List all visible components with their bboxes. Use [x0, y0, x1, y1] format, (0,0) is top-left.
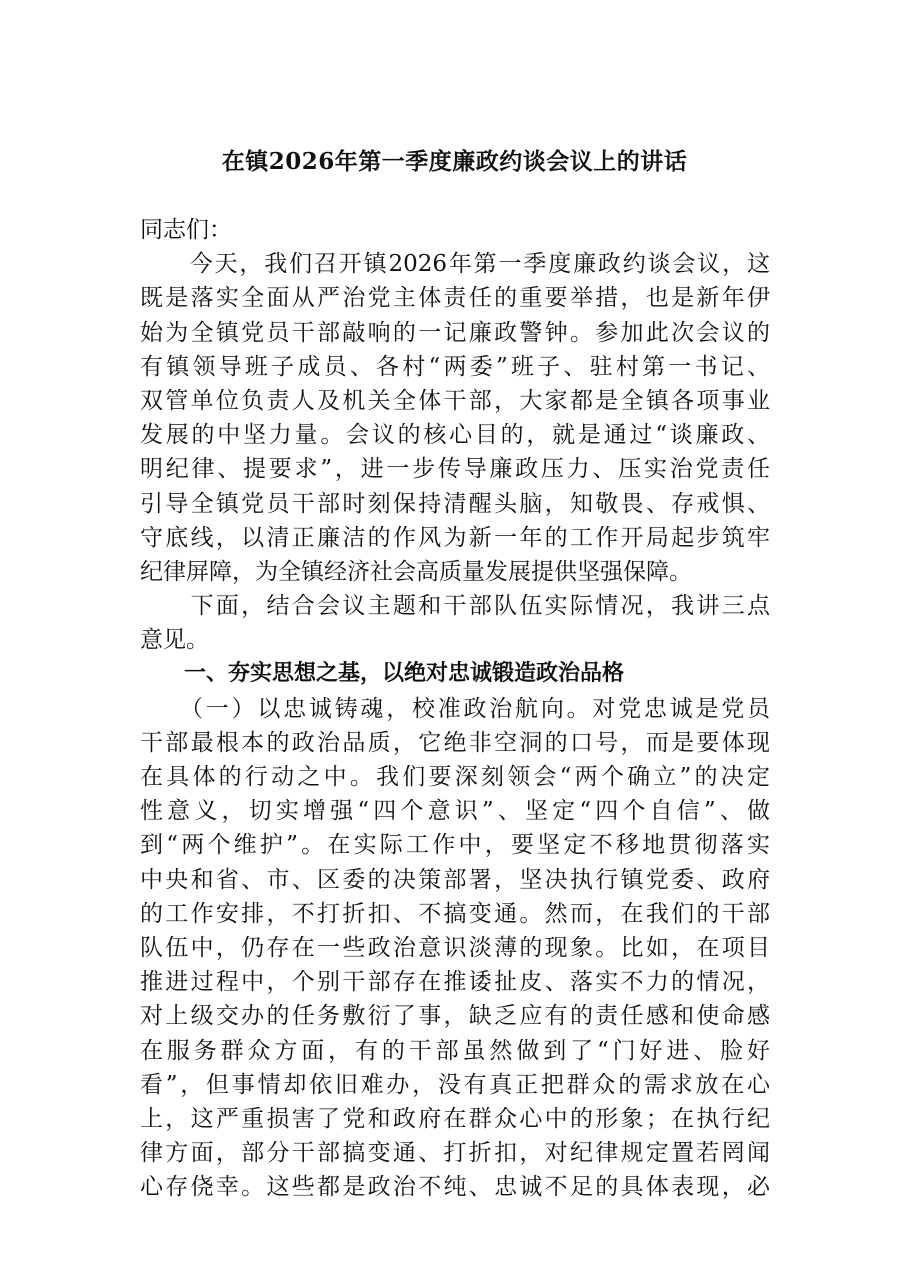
paragraph-line: 推进过程中，个别干部存在推诿扯皮、落实不力的情况，: [140, 969, 770, 996]
paragraph-line: 律方面，部分干部搞变通、打折扣，对纪律规定置若罔闻: [140, 1140, 770, 1167]
paragraph-line: 队伍中，仍存在一些政治意识淡薄的现象。比如，在项目: [140, 934, 770, 961]
paragraph-line: 有镇领导班子成员、各村“两委”班子、驻村第一书记、: [140, 353, 770, 380]
document-body: [140, 213, 770, 1204]
paragraph-line: 对上级交办的任务敷衍了事，缺乏应有的责任感和使命感: [140, 1003, 770, 1030]
paragraph-line: 双管单位负责人及机关全体干部，大家都是全镇各项事业: [140, 387, 770, 414]
paragraph-line: 下面，结合会议主题和干部队伍实际情况，我讲三点: [140, 593, 770, 620]
document-title: 在镇2026年第一季度廉政约谈会议上的讲话: [221, 148, 688, 175]
paragraph-line: 既是落实全面从严治党主体责任的重要举措，也是新年伊: [140, 285, 770, 312]
paragraph-line: （一）以忠诚铸魂，校准政治航向。对党忠诚是党员: [140, 695, 770, 722]
paragraph-line: 上，这严重损害了党和政府在群众心中的形象；在执行纪: [140, 1105, 770, 1132]
paragraph-line: 在具体的行动之中。我们要深刻领会“两个确立”的决定: [140, 764, 770, 790]
paragraph-line: 始为全镇党员干部敲响的一记廉政警钟。参加此次会议的: [140, 319, 770, 346]
paragraph-line: 看”，但事情却依旧难办，没有真正把群众的需求放在心: [140, 1071, 770, 1098]
paragraph-line: 心存侥幸。这些都是政治不纯、忠诚不足的具体表现，必: [140, 1174, 770, 1201]
paragraph-line: 的工作安排，不打折扣、不搞变通。然而，在我们的干部: [140, 900, 770, 927]
paragraph-line: 发展的中坚力量。会议的核心目的，就是通过“谈廉政、: [140, 422, 770, 449]
paragraph-line: 明纪律、提要求”，进一步传导廉政压力、压实治党责任: [140, 456, 770, 483]
paragraph-line: 引导全镇党员干部时刻保持清醒头脑，知敬畏、存戒惧、: [140, 490, 770, 517]
section-heading: 一、夯实思想之基，以绝对忠诚锻造政治品格: [140, 661, 625, 687]
paragraph-line: 性意义，切实增强“四个意识”、坚定“四个自信”、做: [140, 798, 770, 825]
paragraph-line: 纪律屏障，为全镇经济社会高质量发展提供坚强保障。: [140, 558, 692, 585]
paragraph-line: 到“两个维护”。在实际工作中，要坚定不移地贯彻落实: [140, 832, 770, 859]
salutation: 同志们：: [140, 217, 232, 243]
paragraph-line: 干部最根本的政治品质，它绝非空洞的口号，而是要体现: [140, 729, 770, 756]
paragraph-line: 中央和省、市、区委的决策部署，坚决执行镇党委、政府: [140, 866, 770, 893]
paragraph-line: 意见。: [140, 627, 209, 654]
paragraph-line: 在服务群众方面，有的干部虽然做到了“门好进、脸好: [140, 1037, 770, 1064]
paragraph-line: 守底线，以清正廉洁的作风为新一年的工作开局起步筑牢: [140, 524, 770, 551]
paragraph-line: 今天，我们召开镇2026年第一季度廉政约谈会议，这: [140, 251, 770, 278]
